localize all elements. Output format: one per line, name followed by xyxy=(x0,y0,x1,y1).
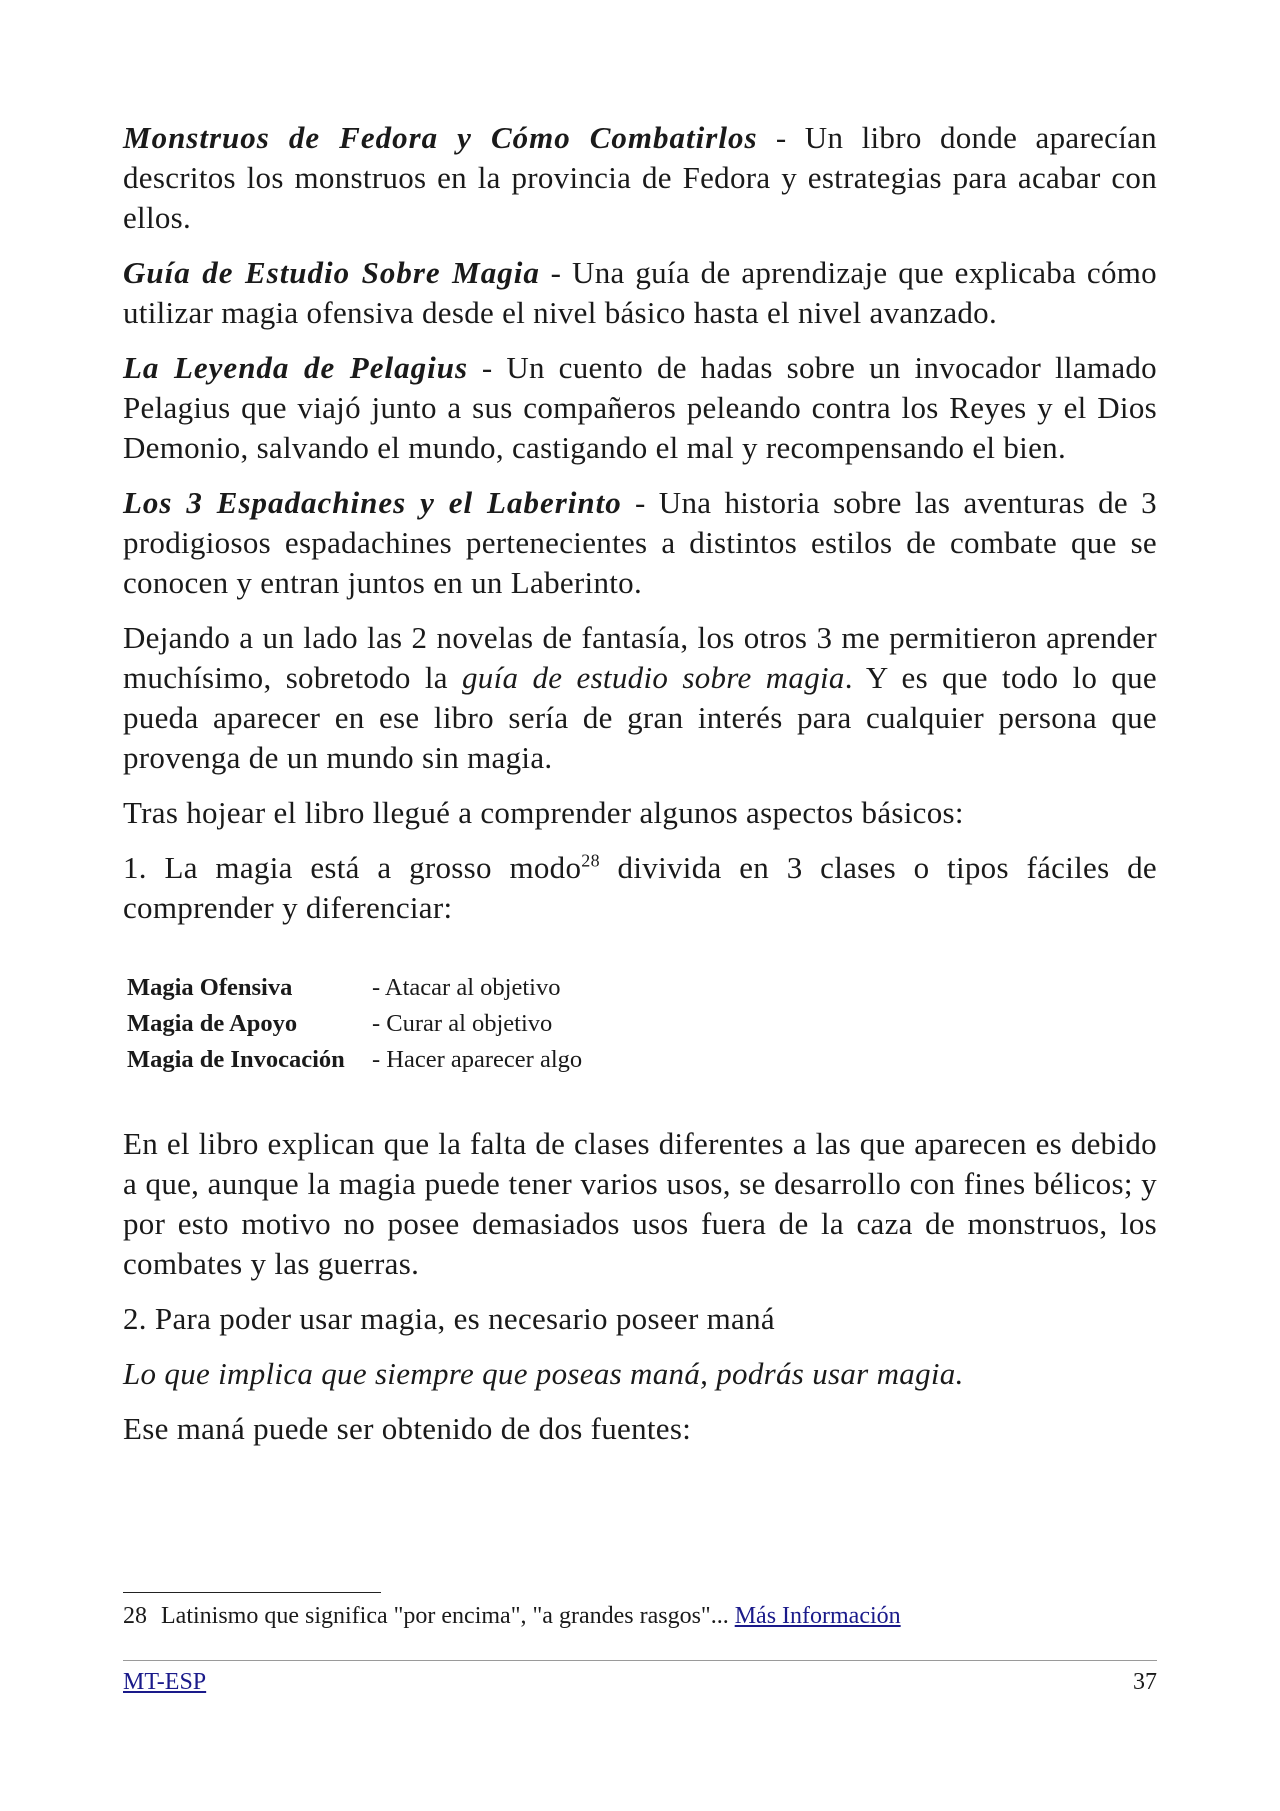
point-two: 2. Para poder usar magia, es necesario poseer maná xyxy=(123,1301,775,1336)
footnote-divider xyxy=(123,1592,381,1593)
paragraph-dejando xyxy=(123,618,1157,778)
table-row xyxy=(127,1042,582,1078)
book-separator: - xyxy=(468,350,507,385)
text-run: 1. La magia está a grosso modo xyxy=(123,850,582,885)
book-title: La Leyenda de Pelagius xyxy=(123,350,469,385)
table-row xyxy=(127,970,582,1006)
magic-classes-table xyxy=(127,970,582,1078)
book-entry-pelagius xyxy=(123,348,1157,468)
magic-class-name: Magia de Apoyo xyxy=(127,1010,298,1037)
magic-class-name: Magia de Invocación xyxy=(127,1046,345,1073)
italic-thought: Lo que implica que siempre que poseas maná, podrás usar magia. xyxy=(123,1356,964,1391)
book-description: Un cuento de hadas sobre un invocador llamado Pelagius que viajó junto a sus compañeros peleando contra los Reyes y el Dios Demonio, salvando el mundo, castigando el mal y recompensando el bien. xyxy=(123,350,1157,465)
book-title: Los 3 Espadachines y el Laberinto xyxy=(123,485,622,520)
text-run: divivida en 3 clases o tipos fáciles de comprender y diferenciar: xyxy=(123,850,1157,925)
book-description: Una guía de aprendizaje que explicaba cómo utilizar magia ofensiva desde el nivel básico hasta el nivel avanzado. xyxy=(123,255,1157,330)
page-number: 37 xyxy=(1133,1669,1157,1695)
point-one xyxy=(123,848,1157,928)
magic-class-description: - Hacer aparecer algo xyxy=(372,1046,583,1073)
footnote-number: 28 xyxy=(123,1603,147,1629)
book-separator: - xyxy=(621,485,659,520)
page-body xyxy=(123,118,1157,1464)
paragraph-ese: Ese maná puede ser obtenido de dos fuentes: xyxy=(123,1411,692,1446)
magic-class-description: - Curar al objetivo xyxy=(372,1010,553,1037)
book-entry-guia xyxy=(123,253,1157,333)
book-separator: - xyxy=(539,255,573,290)
book-entry-fedora xyxy=(123,118,1157,238)
more-info-link[interactable]: Más Información xyxy=(734,1603,901,1629)
paragraph-libro: En el libro explican que la falta de clases diferentes a las que aparecen es debido a que, aunque la magia puede tener varios usos, se desarrollo con fines bélicos; y por esto motivo no posee demasiados usos fuera de la caza de monstruos, los combates y las guerras. xyxy=(123,1126,1157,1281)
book-title: Guía de Estudio Sobre Magia xyxy=(123,255,540,290)
footnote-reference: 28 xyxy=(581,850,600,871)
paragraph-tras: Tras hojear el libro llegué a comprender algunos aspectos básicos: xyxy=(123,795,964,830)
footer-mt-esp-link[interactable]: MT-ESP xyxy=(123,1669,207,1695)
table-row xyxy=(127,1006,582,1042)
book-title: Monstruos de Fedora y Cómo Combatirlos xyxy=(123,120,758,155)
book-entry-espadachines xyxy=(123,483,1157,603)
italic-book-reference: guía de estudio sobre magia xyxy=(461,660,845,695)
magic-class-name: Magia Ofensiva xyxy=(127,974,293,1001)
text-run: . Y es que todo lo que pueda aparecer en ese libro sería de gran interés para cualquier persona que provenga de un mundo sin magia. xyxy=(123,660,1157,775)
footnote-area xyxy=(123,1592,1157,1631)
book-description: Un libro donde aparecían descritos los monstruos en la provincia de Fedora y estrategias para acabar con ellos. xyxy=(123,120,1157,235)
page-footer xyxy=(123,1660,1157,1697)
book-separator: - xyxy=(757,120,805,155)
book-description: Una historia sobre las aventuras de 3 prodigiosos espadachines pertenecientes a distintos estilos de combate que se conocen y entran juntos en un Laberinto. xyxy=(123,485,1157,600)
footnote-text: Latinismo que significa "por encima", "a grandes rasgos"... xyxy=(161,1603,735,1629)
text-run: Dejando a un lado las 2 novelas de fantasía, los otros 3 me permitieron aprender muchísimo, sobretodo la xyxy=(123,620,1157,695)
magic-class-description: - Atacar al objetivo xyxy=(372,974,561,1001)
footnote xyxy=(123,1601,1157,1631)
